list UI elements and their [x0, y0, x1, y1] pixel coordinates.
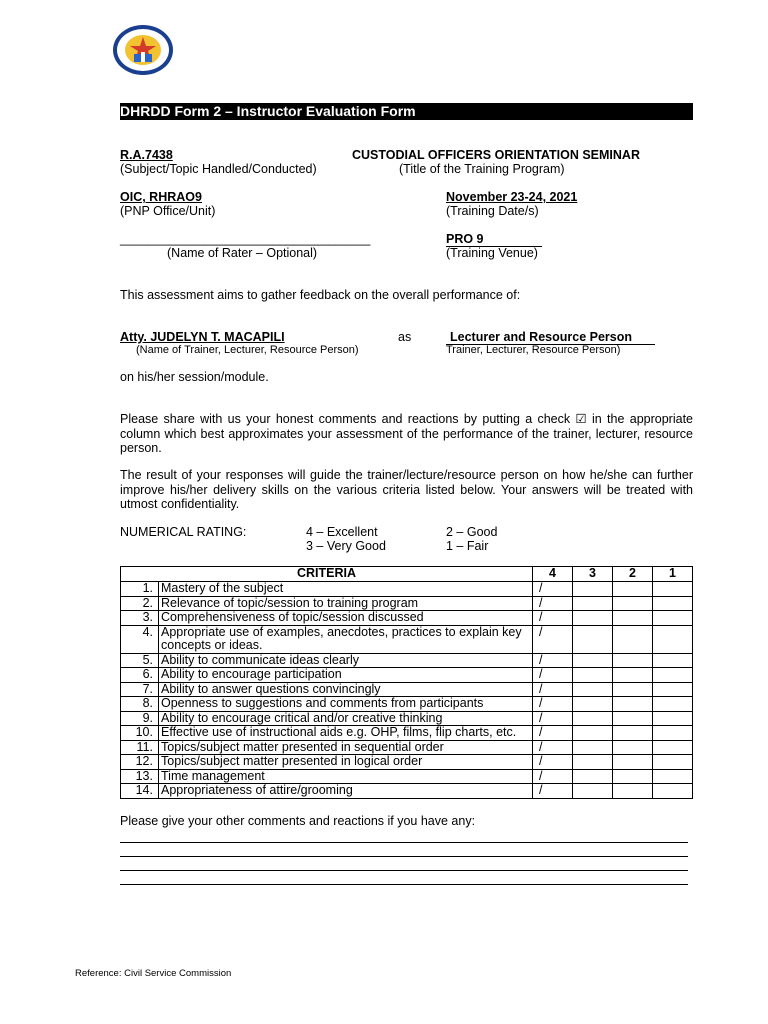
comment-line-2[interactable]	[120, 856, 688, 857]
rating-cell-3[interactable]	[573, 625, 613, 653]
venue-value: PRO 9	[446, 232, 542, 247]
office-value: OIC, RHRAO9	[120, 190, 202, 204]
criterion-number: 13.	[121, 769, 159, 784]
criterion-text: Relevance of topic/session to training program	[159, 596, 533, 611]
rating-cell-4[interactable]: /	[533, 668, 573, 683]
rating-cell-4[interactable]: /	[533, 784, 573, 799]
rating-cell-1[interactable]	[653, 711, 693, 726]
instructions-paragraph	[120, 412, 693, 456]
rating-cell-4[interactable]: /	[533, 625, 573, 653]
rating-cell-3[interactable]	[573, 582, 613, 597]
rating-cell-4[interactable]: /	[533, 653, 573, 668]
criterion-text: Topics/subject matter presented in logical order	[159, 755, 533, 770]
form-title: DHRDD Form 2 – Instructor Evaluation Form	[120, 103, 693, 120]
rating-cell-2[interactable]	[613, 682, 653, 697]
rating-cell-2[interactable]	[613, 711, 653, 726]
rating-cell-1[interactable]	[653, 682, 693, 697]
rating-cell-4[interactable]: /	[533, 582, 573, 597]
comment-line-1[interactable]	[120, 842, 688, 843]
instructions-after: in the appropriate column which best approximates your assessment of the performance of the trainer, lecturer, resource person.	[120, 412, 693, 455]
criterion-text: Appropriateness of attire/grooming	[159, 784, 533, 799]
rating-cell-1[interactable]	[653, 769, 693, 784]
rating-cell-3[interactable]	[573, 653, 613, 668]
rating-cell-1[interactable]	[653, 697, 693, 712]
rating-cell-1[interactable]	[653, 784, 693, 799]
program-title: CUSTODIAL OFFICERS ORIENTATION SEMINAR	[352, 148, 640, 162]
criterion-number: 11.	[121, 740, 159, 755]
criterion-number: 9.	[121, 711, 159, 726]
table-row	[121, 726, 693, 741]
office-label: (PNP Office/Unit)	[120, 204, 216, 218]
table-row	[121, 611, 693, 626]
rating-4: 4 – Excellent	[306, 525, 378, 539]
rating-cell-1[interactable]	[653, 611, 693, 626]
rating-cell-1[interactable]	[653, 653, 693, 668]
criterion-text: Effective use of instructional aids e.g. OHP, films, flip charts, etc.	[159, 726, 533, 741]
header-criteria: CRITERIA	[121, 567, 533, 582]
footer-reference: Reference: Civil Service Commission	[75, 968, 232, 979]
rating-cell-1[interactable]	[653, 625, 693, 653]
rating-cell-4[interactable]: /	[533, 682, 573, 697]
rating-cell-1[interactable]	[653, 740, 693, 755]
program-label: (Title of the Training Program)	[399, 162, 565, 176]
table-row	[121, 697, 693, 712]
rating-cell-1[interactable]	[653, 755, 693, 770]
instructions-before: Please share with us your honest comments and reactions by putting a check	[120, 412, 571, 426]
rating-cell-4[interactable]: /	[533, 596, 573, 611]
rating-cell-2[interactable]	[613, 611, 653, 626]
criterion-text: Ability to communicate ideas clearly	[159, 653, 533, 668]
rating-cell-2[interactable]	[613, 726, 653, 741]
checkbox-icon: ☑	[575, 411, 587, 426]
as-word: as	[398, 330, 412, 344]
criterion-text: Comprehensiveness of topic/session discussed	[159, 611, 533, 626]
seal-logo	[112, 24, 174, 76]
rater-line: ____________________________________	[120, 232, 371, 246]
table-row	[121, 740, 693, 755]
rating-cell-1[interactable]	[653, 668, 693, 683]
criterion-number: 5.	[121, 653, 159, 668]
trainer-name: Atty. JUDELYN T. MACAPILI	[120, 330, 285, 344]
rating-cell-4[interactable]: /	[533, 755, 573, 770]
rating-cell-2[interactable]	[613, 784, 653, 799]
rating-cell-3[interactable]	[573, 784, 613, 799]
criterion-number: 4.	[121, 625, 159, 653]
table-row	[121, 711, 693, 726]
rating-cell-4[interactable]: /	[533, 611, 573, 626]
rating-cell-2[interactable]	[613, 755, 653, 770]
rater-label: (Name of Rater – Optional)	[167, 246, 318, 260]
header-1: 1	[653, 567, 693, 582]
header-4: 4	[533, 567, 573, 582]
table-row	[121, 755, 693, 770]
intro-text: This assessment aims to gather feedback on the overall performance of:	[120, 288, 521, 302]
rating-cell-3[interactable]	[573, 668, 613, 683]
criterion-number: 1.	[121, 582, 159, 597]
rating-cell-2[interactable]	[613, 740, 653, 755]
role-value: Lecturer and Resource Person	[446, 330, 655, 345]
rating-cell-4[interactable]: /	[533, 769, 573, 784]
rating-cell-3[interactable]	[573, 740, 613, 755]
rating-cell-3[interactable]	[573, 682, 613, 697]
table-row	[121, 769, 693, 784]
table-row	[121, 582, 693, 597]
subject-value: R.A.7438	[120, 148, 173, 162]
criterion-text: Ability to encourage participation	[159, 668, 533, 683]
date-label: (Training Date/s)	[446, 204, 539, 218]
rating-cell-3[interactable]	[573, 726, 613, 741]
venue-label: (Training Venue)	[446, 246, 538, 260]
table-row	[121, 653, 693, 668]
rating-cell-4[interactable]: /	[533, 711, 573, 726]
criterion-text: Appropriate use of examples, anecdotes, practices to explain key concepts or ideas.	[159, 625, 533, 653]
subject-label: (Subject/Topic Handled/Conducted)	[120, 162, 317, 176]
criterion-number: 10.	[121, 726, 159, 741]
table-header-row	[121, 567, 693, 582]
rating-cell-3[interactable]	[573, 611, 613, 626]
comments-prompt: Please give your other comments and reactions if you have any:	[120, 814, 476, 828]
rating-cell-2[interactable]	[613, 596, 653, 611]
criterion-text: Topics/subject matter presented in sequential order	[159, 740, 533, 755]
criterion-text: Openness to suggestions and comments from participants	[159, 697, 533, 712]
rating-3: 3 – Very Good	[306, 539, 386, 553]
rating-1: 1 – Fair	[446, 539, 489, 553]
table-row	[121, 625, 693, 653]
criterion-text: Time management	[159, 769, 533, 784]
header-2: 2	[613, 567, 653, 582]
rating-cell-4[interactable]: /	[533, 697, 573, 712]
rating-cell-3[interactable]	[573, 711, 613, 726]
criterion-text: Mastery of the subject	[159, 582, 533, 597]
session-text: on his/her session/module.	[120, 370, 269, 384]
criterion-text: Ability to encourage critical and/or creative thinking	[159, 711, 533, 726]
criterion-number: 14.	[121, 784, 159, 799]
trainer-label: (Name of Trainer, Lecturer, Resource Person)	[136, 344, 359, 356]
rating-2: 2 – Good	[446, 525, 498, 539]
date-value: November 23-24, 2021	[446, 190, 578, 204]
rating-cell-4[interactable]: /	[533, 726, 573, 741]
rating-cell-2[interactable]	[613, 668, 653, 683]
criterion-number: 7.	[121, 682, 159, 697]
rating-cell-2[interactable]	[613, 653, 653, 668]
rating-cell-3[interactable]	[573, 769, 613, 784]
rating-cell-3[interactable]	[573, 755, 613, 770]
criterion-number: 3.	[121, 611, 159, 626]
header-3: 3	[573, 567, 613, 582]
rating-cell-1[interactable]	[653, 596, 693, 611]
result-paragraph: The result of your responses will guide the trainer/lecture/resource person on how he/she can further improve his/her delivery skills on the various criteria listed below. Your answers will be treated with utmost confidentiality.	[120, 468, 693, 511]
criterion-number: 12.	[121, 755, 159, 770]
table-row	[121, 784, 693, 799]
criterion-number: 8.	[121, 697, 159, 712]
rating-label: NUMERICAL RATING:	[120, 525, 247, 539]
criteria-table	[120, 566, 693, 799]
criterion-number: 6.	[121, 668, 159, 683]
criterion-number: 2.	[121, 596, 159, 611]
table-row	[121, 682, 693, 697]
table-row	[121, 596, 693, 611]
rating-cell-2[interactable]	[613, 769, 653, 784]
rating-cell-2[interactable]	[613, 625, 653, 653]
rating-cell-3[interactable]	[573, 596, 613, 611]
rating-cell-1[interactable]	[653, 726, 693, 741]
rating-cell-3[interactable]	[573, 697, 613, 712]
comment-line-3[interactable]	[120, 870, 688, 871]
rating-cell-2[interactable]	[613, 697, 653, 712]
rating-cell-2[interactable]	[613, 582, 653, 597]
comment-line-4[interactable]	[120, 884, 688, 885]
criterion-text: Ability to answer questions convincingly	[159, 682, 533, 697]
rating-cell-4[interactable]: /	[533, 740, 573, 755]
rating-cell-1[interactable]	[653, 582, 693, 597]
table-row	[121, 668, 693, 683]
role-label: Trainer, Lecturer, Resource Person)	[446, 344, 621, 356]
